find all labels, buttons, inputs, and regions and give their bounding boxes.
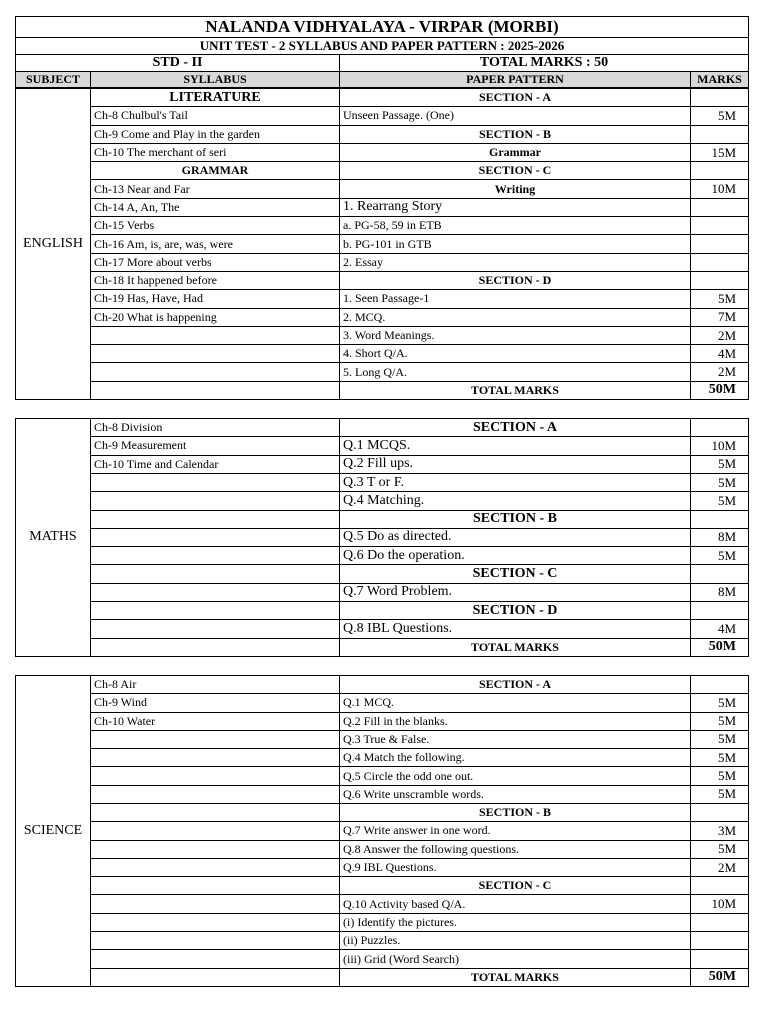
pattern-cell: SECTION - A bbox=[340, 89, 691, 107]
marks-cell bbox=[691, 565, 749, 583]
pattern-cell: SECTION - B bbox=[340, 510, 691, 528]
syllabus-cell: Ch-9 Come and Play in the garden bbox=[91, 125, 340, 143]
table-row bbox=[16, 235, 749, 253]
marks-cell: 10M bbox=[691, 895, 749, 913]
marks-cell bbox=[691, 913, 749, 931]
pattern-cell: SECTION - D bbox=[340, 602, 691, 620]
syllabus-cell bbox=[91, 363, 340, 381]
table-row bbox=[16, 822, 749, 840]
col-subject: SUBJECT bbox=[16, 72, 91, 88]
syllabus-cell bbox=[91, 877, 340, 895]
col-marks: MARKS bbox=[691, 72, 749, 88]
pattern-cell: Q.3 T or F. bbox=[340, 473, 691, 491]
marks-cell: 4M bbox=[691, 345, 749, 363]
marks-cell: 8M bbox=[691, 528, 749, 546]
marks-cell: 5M bbox=[691, 473, 749, 491]
pattern-cell: SECTION - B bbox=[340, 125, 691, 143]
table-row bbox=[16, 198, 749, 216]
table-row bbox=[16, 749, 749, 767]
marks-cell: 10M bbox=[691, 437, 749, 455]
pattern-cell: SECTION - C bbox=[340, 877, 691, 895]
table-row bbox=[16, 125, 749, 143]
syllabus-cell bbox=[91, 638, 340, 656]
pattern-cell: 4. Short Q/A. bbox=[340, 345, 691, 363]
marks-cell: 5M bbox=[691, 694, 749, 712]
syllabus-cell bbox=[91, 547, 340, 565]
syllabus-cell bbox=[91, 473, 340, 491]
subject-name: MATHS bbox=[16, 419, 91, 657]
marks-cell: 2M bbox=[691, 858, 749, 876]
pattern-cell: 2. Essay bbox=[340, 253, 691, 271]
marks-cell bbox=[691, 602, 749, 620]
syllabus-cell: Ch-10 Time and Calendar bbox=[91, 455, 340, 473]
english-table bbox=[15, 88, 749, 400]
table-row bbox=[16, 638, 749, 656]
pattern-cell: (iii) Grid (Word Search) bbox=[340, 950, 691, 968]
pattern-cell: (ii) Puzzles. bbox=[340, 932, 691, 950]
marks-cell: 50M bbox=[691, 638, 749, 656]
table-row bbox=[16, 89, 749, 107]
science-table bbox=[15, 675, 749, 987]
table-row bbox=[16, 877, 749, 895]
pattern-cell: TOTAL MARKS bbox=[340, 381, 691, 399]
marks-cell bbox=[691, 510, 749, 528]
pattern-cell: SECTION - C bbox=[340, 162, 691, 180]
pattern-cell: Q.2 Fill ups. bbox=[340, 455, 691, 473]
subject-name: SCIENCE bbox=[16, 675, 91, 986]
marks-cell: 5M bbox=[691, 547, 749, 565]
marks-cell: 5M bbox=[691, 785, 749, 803]
marks-cell: 5M bbox=[691, 107, 749, 125]
table-row bbox=[16, 308, 749, 326]
syllabus-cell: Ch-14 A, An, The bbox=[91, 198, 340, 216]
marks-cell bbox=[691, 162, 749, 180]
table-row bbox=[16, 180, 749, 198]
pattern-cell: SECTION - D bbox=[340, 271, 691, 289]
marks-cell bbox=[691, 932, 749, 950]
syllabus-cell bbox=[91, 932, 340, 950]
syllabus-cell: Ch-10 Water bbox=[91, 712, 340, 730]
syllabus-cell bbox=[91, 381, 340, 399]
pattern-cell: Q.5 Circle the odd one out. bbox=[340, 767, 691, 785]
table-row bbox=[16, 547, 749, 565]
table-row bbox=[16, 583, 749, 601]
table-row bbox=[16, 840, 749, 858]
marks-cell: 50M bbox=[691, 968, 749, 986]
marks-cell: 8M bbox=[691, 583, 749, 601]
table-row bbox=[16, 528, 749, 546]
marks-cell: 5M bbox=[691, 455, 749, 473]
std-label: STD - II bbox=[16, 55, 340, 72]
table-row bbox=[16, 730, 749, 748]
marks-cell bbox=[691, 877, 749, 895]
table-row bbox=[16, 437, 749, 455]
pattern-cell: Q.1 MCQ. bbox=[340, 694, 691, 712]
syllabus-cell: Ch-9 Wind bbox=[91, 694, 340, 712]
marks-cell: 2M bbox=[691, 363, 749, 381]
table-row bbox=[16, 950, 749, 968]
marks-cell: 50M bbox=[691, 381, 749, 399]
syllabus-cell: Ch-8 Air bbox=[91, 675, 340, 693]
syllabus-cell bbox=[91, 968, 340, 986]
pattern-cell: 2. MCQ. bbox=[340, 308, 691, 326]
pattern-cell: Grammar bbox=[340, 143, 691, 161]
col-syllabus: SYLLABUS bbox=[91, 72, 340, 88]
table-row bbox=[16, 712, 749, 730]
pattern-cell: 1. Seen Passage-1 bbox=[340, 290, 691, 308]
marks-cell: 5M bbox=[691, 749, 749, 767]
syllabus-cell: Ch-17 More about verbs bbox=[91, 253, 340, 271]
pattern-cell: 1. Rearrang Story bbox=[340, 198, 691, 216]
marks-cell: 5M bbox=[691, 730, 749, 748]
pattern-cell: Q.7 Word Problem. bbox=[340, 583, 691, 601]
pattern-cell: Q.10 Activity based Q/A. bbox=[340, 895, 691, 913]
marks-cell: 5M bbox=[691, 840, 749, 858]
syllabus-cell: Ch-16 Am, is, are, was, were bbox=[91, 235, 340, 253]
marks-cell bbox=[691, 803, 749, 821]
syllabus-cell bbox=[91, 730, 340, 748]
marks-cell bbox=[691, 125, 749, 143]
syllabus-cell bbox=[91, 510, 340, 528]
table-row bbox=[16, 107, 749, 125]
table-row bbox=[16, 913, 749, 931]
table-row bbox=[16, 363, 749, 381]
syllabus-cell bbox=[91, 803, 340, 821]
marks-cell bbox=[691, 235, 749, 253]
pattern-cell: a. PG-58, 59 in ETB bbox=[340, 217, 691, 235]
marks-cell: 5M bbox=[691, 712, 749, 730]
header-table bbox=[15, 16, 749, 88]
pattern-cell: Q.4 Matching. bbox=[340, 492, 691, 510]
marks-cell bbox=[691, 675, 749, 693]
marks-cell bbox=[691, 217, 749, 235]
syllabus-cell: GRAMMAR bbox=[91, 162, 340, 180]
marks-cell bbox=[691, 198, 749, 216]
pattern-cell: Q.8 Answer the following questions. bbox=[340, 840, 691, 858]
table-row bbox=[16, 565, 749, 583]
table-row bbox=[16, 675, 749, 693]
table-row bbox=[16, 803, 749, 821]
syllabus-cell bbox=[91, 345, 340, 363]
syllabus-cell: Ch-19 Has, Have, Had bbox=[91, 290, 340, 308]
table-row bbox=[16, 895, 749, 913]
pattern-cell: Q.5 Do as directed. bbox=[340, 528, 691, 546]
pattern-cell: Q.7 Write answer in one word. bbox=[340, 822, 691, 840]
syllabus-cell bbox=[91, 565, 340, 583]
table-row bbox=[16, 968, 749, 986]
marks-cell: 2M bbox=[691, 326, 749, 344]
table-row bbox=[16, 143, 749, 161]
pattern-cell: Q.6 Write unscramble words. bbox=[340, 785, 691, 803]
pattern-cell: Q.8 IBL Questions. bbox=[340, 620, 691, 638]
syllabus-cell: Ch-8 Chulbul's Tail bbox=[91, 107, 340, 125]
table-row bbox=[16, 455, 749, 473]
table-row bbox=[16, 694, 749, 712]
table-row bbox=[16, 381, 749, 399]
syllabus-document bbox=[15, 16, 748, 987]
syllabus-cell bbox=[91, 785, 340, 803]
pattern-cell: Q.3 True & False. bbox=[340, 730, 691, 748]
syllabus-cell bbox=[91, 858, 340, 876]
marks-cell bbox=[691, 419, 749, 437]
syllabus-cell bbox=[91, 749, 340, 767]
marks-cell: 10M bbox=[691, 180, 749, 198]
syllabus-cell bbox=[91, 620, 340, 638]
syllabus-cell bbox=[91, 950, 340, 968]
col-paper-pattern: PAPER PATTERN bbox=[340, 72, 691, 88]
pattern-cell: TOTAL MARKS bbox=[340, 638, 691, 656]
syllabus-cell: Ch-15 Verbs bbox=[91, 217, 340, 235]
table-row bbox=[16, 473, 749, 491]
total-marks-label: TOTAL MARKS : 50 bbox=[340, 55, 749, 72]
pattern-cell: SECTION - C bbox=[340, 565, 691, 583]
marks-cell bbox=[691, 253, 749, 271]
table-row bbox=[16, 510, 749, 528]
pattern-cell: TOTAL MARKS bbox=[340, 968, 691, 986]
syllabus-cell bbox=[91, 583, 340, 601]
table-row bbox=[16, 162, 749, 180]
table-row bbox=[16, 932, 749, 950]
table-row bbox=[16, 326, 749, 344]
table-row bbox=[16, 492, 749, 510]
pattern-cell: SECTION - A bbox=[340, 419, 691, 437]
school-name: NALANDA VIDHYALAYA - VIRPAR (MORBI) bbox=[16, 17, 749, 38]
table-row bbox=[16, 345, 749, 363]
syllabus-cell bbox=[91, 528, 340, 546]
pattern-cell: Q.4 Match the following. bbox=[340, 749, 691, 767]
marks-cell: 5M bbox=[691, 492, 749, 510]
syllabus-cell bbox=[91, 895, 340, 913]
syllabus-cell: Ch-10 The merchant of seri bbox=[91, 143, 340, 161]
pattern-cell: Q.9 IBL Questions. bbox=[340, 858, 691, 876]
subject-name: ENGLISH bbox=[16, 89, 91, 400]
marks-cell bbox=[691, 271, 749, 289]
marks-cell: 3M bbox=[691, 822, 749, 840]
table-row bbox=[16, 620, 749, 638]
syllabus-cell bbox=[91, 822, 340, 840]
syllabus-cell: Ch-9 Measurement bbox=[91, 437, 340, 455]
syllabus-cell: Ch-20 What is happening bbox=[91, 308, 340, 326]
syllabus-cell: LITERATURE bbox=[91, 89, 340, 107]
syllabus-cell: Ch-8 Division bbox=[91, 419, 340, 437]
pattern-cell: b. PG-101 in GTB bbox=[340, 235, 691, 253]
syllabus-cell bbox=[91, 840, 340, 858]
syllabus-cell bbox=[91, 326, 340, 344]
table-row bbox=[16, 785, 749, 803]
marks-cell: 15M bbox=[691, 143, 749, 161]
table-row bbox=[16, 419, 749, 437]
syllabus-cell bbox=[91, 913, 340, 931]
pattern-cell: Writing bbox=[340, 180, 691, 198]
pattern-cell: SECTION - B bbox=[340, 803, 691, 821]
marks-cell bbox=[691, 89, 749, 107]
syllabus-cell: Ch-13 Near and Far bbox=[91, 180, 340, 198]
syllabus-cell bbox=[91, 602, 340, 620]
marks-cell: 5M bbox=[691, 290, 749, 308]
pattern-cell: Unseen Passage. (One) bbox=[340, 107, 691, 125]
table-row bbox=[16, 217, 749, 235]
syllabus-cell: Ch-18 It happened before bbox=[91, 271, 340, 289]
table-row bbox=[16, 602, 749, 620]
marks-cell: 4M bbox=[691, 620, 749, 638]
syllabus-cell bbox=[91, 492, 340, 510]
pattern-cell: Q.6 Do the operation. bbox=[340, 547, 691, 565]
pattern-cell: Q.2 Fill in the blanks. bbox=[340, 712, 691, 730]
test-subtitle: UNIT TEST - 2 SYLLABUS AND PAPER PATTERN : 2025-2026 bbox=[16, 38, 749, 55]
table-row bbox=[16, 858, 749, 876]
maths-table bbox=[15, 418, 749, 657]
table-row bbox=[16, 253, 749, 271]
marks-cell: 5M bbox=[691, 767, 749, 785]
marks-cell: 7M bbox=[691, 308, 749, 326]
pattern-cell: (i) Identify the pictures. bbox=[340, 913, 691, 931]
table-row bbox=[16, 767, 749, 785]
marks-cell bbox=[691, 950, 749, 968]
table-row bbox=[16, 271, 749, 289]
syllabus-cell bbox=[91, 767, 340, 785]
pattern-cell: 3. Word Meanings. bbox=[340, 326, 691, 344]
pattern-cell: 5. Long Q/A. bbox=[340, 363, 691, 381]
table-row bbox=[16, 290, 749, 308]
pattern-cell: Q.1 MCQS. bbox=[340, 437, 691, 455]
pattern-cell: SECTION - A bbox=[340, 675, 691, 693]
